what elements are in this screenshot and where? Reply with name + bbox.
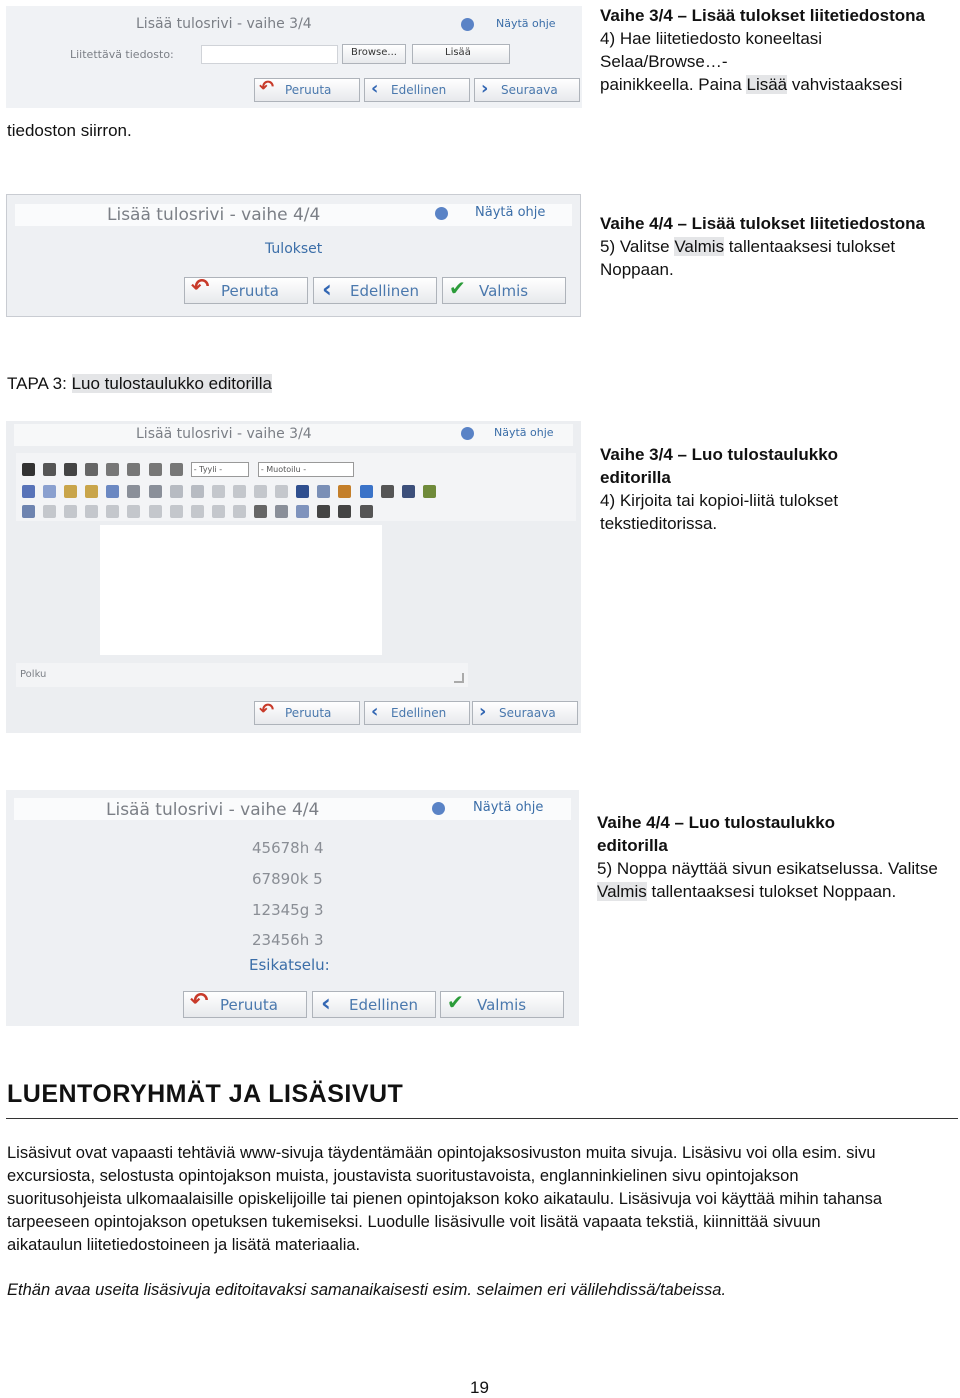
file-input[interactable]: [201, 45, 338, 64]
insert-col-after-icon[interactable]: [170, 505, 183, 518]
merge-cells-icon[interactable]: [233, 505, 246, 518]
paste-icon[interactable]: [64, 485, 77, 498]
step3-attachment-description: [600, 4, 940, 96]
step-text-1: 4) Hae liitetiedosto koneeltasi: [600, 29, 823, 48]
background-color-icon[interactable]: [423, 485, 436, 498]
step-heading-2: editorilla: [597, 836, 668, 855]
dialog-title: Lisää tulosrivi - vaihe 3/4: [136, 16, 312, 32]
previous-label: Edellinen: [349, 996, 418, 1014]
step-text-1: 5) Valitse: [600, 237, 675, 256]
next-label: Seuraava: [499, 706, 556, 720]
help-link[interactable]: Näytä ohje: [475, 205, 546, 220]
done-button[interactable]: [442, 277, 566, 304]
insert-col-before-icon[interactable]: [149, 505, 162, 518]
format-select[interactable]: - Muotoilu -: [258, 462, 354, 477]
browse-label: Browse...: [351, 47, 397, 58]
step-heading-1: Vaihe 3/4 – Luo tulostaulukko: [600, 445, 839, 464]
strikethrough-icon[interactable]: [85, 463, 98, 476]
style-select[interactable]: - Tyyli -: [191, 462, 249, 477]
previous-button[interactable]: [313, 277, 437, 304]
cleanup-icon[interactable]: [338, 485, 351, 498]
image-icon[interactable]: [317, 485, 330, 498]
checkmark-icon: ✔: [449, 276, 466, 300]
section-paragraph: [7, 1142, 957, 1257]
chevron-left-icon: ‹: [371, 78, 379, 99]
toolbar-row-2: [22, 481, 439, 499]
visual-aid-icon[interactable]: [296, 505, 309, 518]
cancel-label: Peruuta: [285, 706, 332, 720]
section-heading: LUENTORYHMÄT JA LISÄSIVUT: [7, 1080, 404, 1108]
path-label: Polku: [20, 669, 47, 680]
cancel-label: Peruuta: [285, 83, 332, 97]
cancel-button[interactable]: [183, 991, 307, 1018]
underline-icon[interactable]: [64, 463, 77, 476]
screenshot-step3-attachment: [6, 6, 582, 108]
paste-text-icon[interactable]: [85, 485, 98, 498]
chevron-left-icon: ‹: [321, 989, 331, 1017]
caption-continued: tiedoston siirron.: [7, 121, 132, 140]
screenshot-step4-editor: [6, 790, 579, 1026]
step-heading-2: editorilla: [600, 468, 671, 487]
paragraph-line: excursiosta, selostusta opintojakson muista, joustavista suoritustavoista, englanninkielinen sivu opintojakson: [7, 1167, 799, 1185]
table-icon[interactable]: [22, 505, 35, 518]
cancel-label: Peruuta: [221, 282, 279, 300]
step4-editor-description: [597, 811, 957, 903]
help-icon[interactable]: [432, 802, 445, 815]
redo-icon[interactable]: [233, 485, 246, 498]
done-button[interactable]: [440, 991, 564, 1018]
align-left-icon[interactable]: [106, 463, 119, 476]
previous-button[interactable]: [364, 78, 470, 102]
delete-col-icon[interactable]: [191, 505, 204, 518]
step-text-3: painikkeella. Paina: [600, 75, 747, 94]
checkmark-icon: ✔: [447, 990, 464, 1014]
add-label: Lisää: [445, 47, 471, 58]
method-prefix: TAPA 3:: [7, 374, 72, 393]
chevron-right-icon: ›: [479, 701, 487, 722]
method-title: Luo tulostaulukko editorilla: [71, 374, 272, 393]
undo-icon[interactable]: [212, 485, 225, 498]
highlight-done: Valmis: [674, 237, 725, 256]
resize-handle-icon[interactable]: [454, 673, 464, 683]
step-text-1: 4) Kirjoita tai kopioi-liitä tulokset: [600, 491, 839, 510]
editor-text-area[interactable]: [100, 525, 382, 655]
result-row: 45678h 4: [252, 839, 324, 857]
results-link[interactable]: Tulokset: [265, 241, 323, 257]
copy-icon[interactable]: [43, 485, 56, 498]
link-icon[interactable]: [254, 485, 267, 498]
cut-icon[interactable]: [22, 485, 35, 498]
paste-word-icon[interactable]: [106, 485, 119, 498]
dialog-title: Lisää tulosrivi - vaihe 4/4: [107, 205, 321, 225]
help-link[interactable]: Näytä ohje: [473, 800, 544, 815]
toolbar-row-1: [22, 459, 358, 477]
undo-icon: ↶: [190, 989, 209, 1014]
previous-label: Edellinen: [391, 706, 447, 720]
bullet-list-icon[interactable]: [127, 485, 140, 498]
cancel-label: Peruuta: [220, 996, 278, 1014]
step-text-2: Selaa/Browse…-: [600, 52, 728, 71]
help-link[interactable]: Näytä ohje: [494, 426, 554, 439]
subscript-icon[interactable]: [317, 505, 330, 518]
paragraph-line: tarpeeseen opintojakson opetuksen tukemiseksi. Luodulle lisäsivulle voit lisätä vapaata tekstiä, kiinnittää sivuun: [7, 1213, 821, 1231]
align-right-icon[interactable]: [149, 463, 162, 476]
cancel-button[interactable]: [254, 701, 360, 725]
step-text-2: tallentaaksesi tulokset Noppaan.: [646, 882, 897, 901]
section-note: Ethän avaa useita lisäsivuja editoitavaksi samanaikaisesti esim. selaimen eri välilehdissä/tabeissa.: [7, 1281, 727, 1299]
section-rule: [6, 1118, 958, 1119]
step-heading-1: Vaihe 4/4 – Luo tulostaulukko: [597, 813, 836, 832]
unlink-icon[interactable]: [275, 485, 288, 498]
bold-icon[interactable]: [22, 463, 35, 476]
file-label: Liitettävä tiedosto:: [70, 48, 174, 61]
font-color-icon[interactable]: [402, 485, 415, 498]
indent-icon[interactable]: [191, 485, 204, 498]
split-cells-icon[interactable]: [212, 505, 225, 518]
previous-button[interactable]: [312, 991, 436, 1018]
previous-label: Edellinen: [391, 83, 447, 97]
step-text-2: tallentaaksesi tulokset: [724, 237, 896, 256]
italic-icon[interactable]: [43, 463, 56, 476]
next-button[interactable]: [474, 78, 580, 102]
done-label: Valmis: [479, 282, 529, 300]
editor-status-bar: [16, 663, 468, 687]
browse-button[interactable]: [342, 44, 406, 64]
special-char-icon[interactable]: [360, 505, 373, 518]
chevron-left-icon: ‹: [322, 275, 332, 303]
delete-row-icon[interactable]: [127, 505, 140, 518]
superscript-icon[interactable]: [338, 505, 351, 518]
dialog-title: Lisää tulosrivi - vaihe 4/4: [106, 800, 320, 820]
highlight-add: Lisää: [746, 75, 788, 94]
step3-editor-description: [600, 443, 940, 535]
step-text-3: Noppaan.: [600, 260, 674, 279]
insert-row-before-icon[interactable]: [85, 505, 98, 518]
step-text-4: vahvistaaksesi: [787, 75, 903, 94]
paragraph-line: suoritusohjeista ulkomaalaisille opiskelijoille tai pienen opintojakson koko aikataulu. Lisäsivuja voi käyttää mihin tahansa: [7, 1190, 882, 1208]
code-icon[interactable]: [381, 485, 394, 498]
undo-icon: ↶: [259, 700, 275, 721]
done-label: Valmis: [477, 996, 527, 1014]
row-props-icon[interactable]: [43, 505, 56, 518]
undo-icon: ↶: [191, 275, 210, 300]
undo-icon: ↶: [259, 77, 275, 98]
help-link[interactable]: Näytä ohje: [496, 17, 556, 30]
previous-button[interactable]: [364, 701, 470, 725]
insert-row-after-icon[interactable]: [106, 505, 119, 518]
chevron-right-icon: ›: [481, 78, 489, 99]
step4-attachment-description: [600, 212, 940, 281]
result-row: 12345g 3: [252, 901, 324, 919]
step-text-1: 5) Noppa näyttää sivun esikatselussa. Valitse: [597, 859, 938, 878]
cell-props-icon[interactable]: [64, 505, 77, 518]
outdent-icon[interactable]: [170, 485, 183, 498]
page-number: 19: [470, 1378, 489, 1397]
cancel-button[interactable]: [254, 78, 360, 102]
help-icon[interactable]: [461, 18, 474, 31]
paragraph-line: Lisäsivut ovat vapaasti tehtäviä www-sivuja täydentämään opintojaksosivuston muita sivuja. Lisäsivu voi olla esim. sivu: [7, 1144, 876, 1162]
preview-label: Esikatselu:: [249, 956, 330, 974]
next-label: Seuraava: [501, 83, 558, 97]
highlight-done: Valmis: [597, 882, 647, 901]
add-file-button[interactable]: [412, 44, 510, 64]
horizontal-rule-icon[interactable]: [254, 505, 267, 518]
method-3-heading: [7, 372, 272, 395]
dialog-title: Lisää tulosrivi - vaihe 3/4: [136, 426, 312, 442]
help-icon[interactable]: [461, 427, 474, 440]
help-icon[interactable]: [435, 207, 448, 220]
step-heading: Vaihe 4/4 – Lisää tulokset liitetiedostona: [600, 214, 926, 233]
next-button[interactable]: [472, 701, 578, 725]
result-row: 23456h 3: [252, 931, 324, 949]
align-justify-icon[interactable]: [170, 463, 183, 476]
step-heading: Vaihe 3/4 – Lisää tulokset liitetiedostona: [600, 6, 926, 25]
remove-format-icon[interactable]: [275, 505, 288, 518]
previous-label: Edellinen: [350, 282, 419, 300]
chevron-left-icon: ‹: [371, 701, 379, 722]
result-row: 67890k 5: [252, 870, 323, 888]
screenshot-step3-editor: [6, 421, 581, 733]
anchor-icon[interactable]: [296, 485, 309, 498]
numbered-list-icon[interactable]: [149, 485, 162, 498]
align-center-icon[interactable]: [127, 463, 140, 476]
screenshot-step4-attachment: [6, 194, 581, 317]
toolbar-row-3: [22, 501, 376, 519]
step-text-2: tekstieditorissa.: [600, 514, 718, 533]
paragraph-line: aikataulun liitetiedostoineen ja lisätä materiaalia.: [7, 1236, 361, 1254]
help-editor-icon[interactable]: [360, 485, 373, 498]
cancel-button[interactable]: [184, 277, 308, 304]
